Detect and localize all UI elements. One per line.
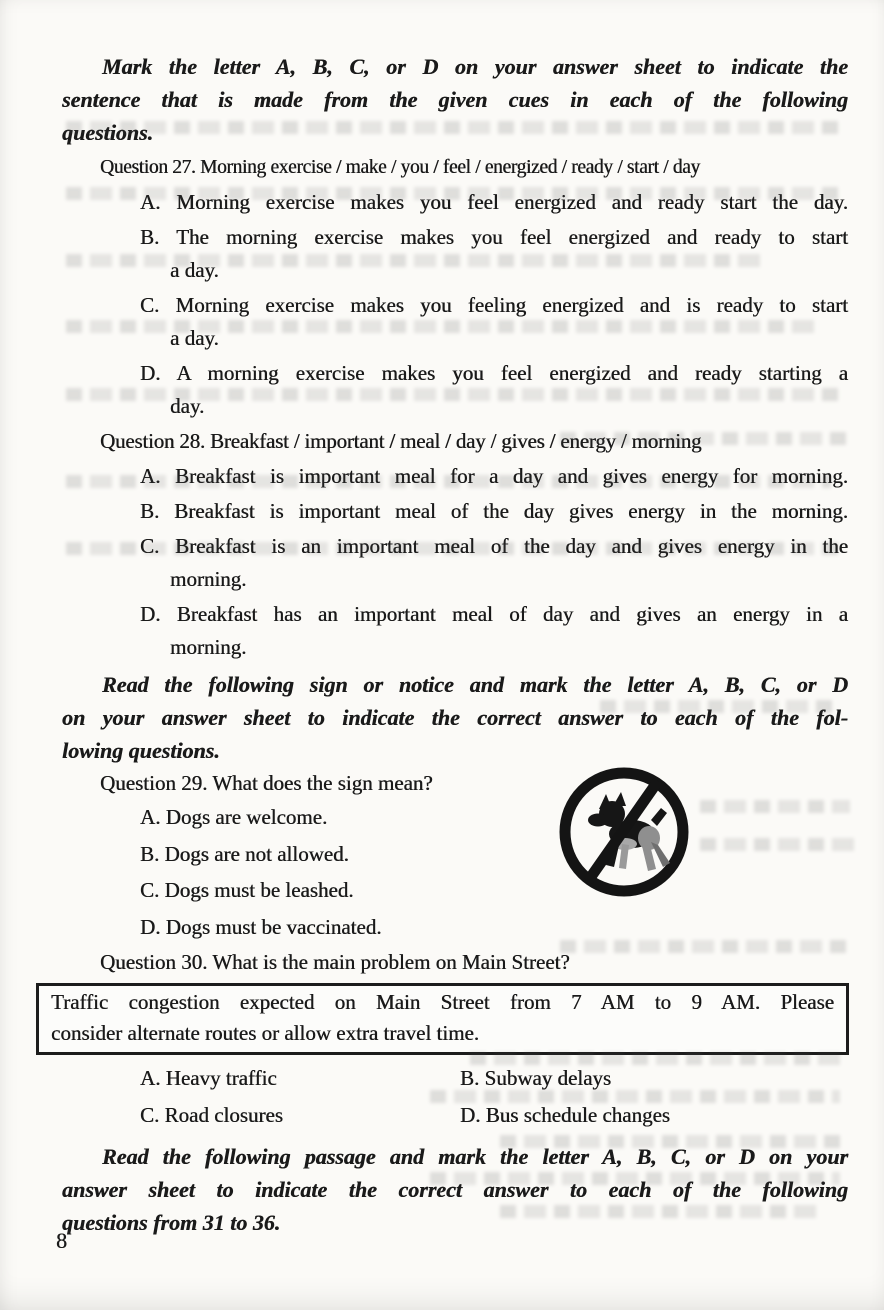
option-text: Breakfast is an important meal of the day and gives energy in the — [175, 534, 848, 558]
question-label: Question 27. — [100, 157, 196, 178]
option-continuation: morning. — [170, 567, 247, 591]
option-line — [140, 357, 848, 390]
option-line — [140, 598, 848, 631]
answer-option — [140, 800, 848, 835]
answer-option — [140, 1098, 460, 1132]
option-text: Dogs must be leashed. — [164, 878, 354, 902]
option-letter: B. — [140, 225, 160, 249]
answer-option — [140, 530, 848, 596]
question-27-options — [62, 186, 848, 423]
question-29-options — [62, 800, 848, 944]
answer-option — [140, 460, 848, 493]
option-line — [140, 186, 848, 219]
option-letter: A. — [140, 805, 161, 829]
option-letter: D. — [460, 1103, 481, 1127]
option-text: Morning exercise makes you feel energized and ready start the day. — [176, 190, 849, 214]
question-text: What does the sign mean? — [212, 771, 433, 795]
question-cue: Breakfast / important / meal / day / gives / energy / morning — [210, 429, 702, 453]
instruction-line: questions. — [62, 120, 154, 145]
option-continuation: morning. — [170, 635, 247, 659]
instruction-line: Read the following passage and mark the letter A, B, C, or D on your — [102, 1144, 848, 1169]
instruction-block-3 — [62, 1140, 848, 1239]
answer-option — [460, 1098, 670, 1132]
option-line — [140, 221, 848, 254]
answer-option — [140, 221, 848, 287]
option-text: Breakfast is important meal of the day gives energy in the morning. — [174, 499, 848, 523]
option-letter: C. — [140, 878, 160, 902]
option-letter: D. — [140, 361, 161, 385]
instruction-line: lowing questions. — [62, 738, 220, 763]
option-letter: A. — [140, 464, 161, 488]
option-letter: D. — [140, 602, 161, 626]
option-text: Dogs are not allowed. — [164, 841, 349, 866]
option-continuation: a day. — [170, 258, 219, 282]
no-dogs-sign-icon — [556, 764, 692, 900]
answer-option — [140, 1061, 460, 1095]
instruction-line: sentence that is made from the given cues in each of the following — [62, 87, 848, 112]
instruction-line: Read the following sign or notice and mark the letter A, B, C, or D — [102, 672, 848, 697]
question-label: Question 30. — [100, 950, 208, 974]
question-30 — [51, 946, 848, 1132]
instruction-block-1 — [62, 50, 848, 149]
notice-line: consider alternate routes or allow extra travel time. — [51, 1021, 479, 1045]
option-letter: A. — [140, 190, 161, 214]
question-30-options-row-2 — [140, 1098, 848, 1132]
answer-option — [140, 289, 848, 355]
option-text: Subway delays — [484, 1066, 612, 1090]
option-text: A morning exercise makes you feel energized and ready starting a — [176, 361, 848, 385]
option-letter: C. — [140, 1103, 160, 1127]
option-letter: D. — [140, 914, 161, 939]
instruction-line: Mark the letter A, B, C, or D on your answer sheet to indicate the — [102, 54, 848, 79]
option-text: Dogs must be vaccinated. — [165, 914, 382, 939]
answer-option — [140, 357, 848, 423]
question-text: What is the main problem on Main Street? — [212, 950, 570, 974]
option-line — [140, 495, 848, 528]
option-text: Dogs are welcome. — [165, 805, 328, 829]
question-label: Question 29. — [100, 771, 208, 795]
question-28 — [62, 425, 848, 664]
question-30-line — [100, 946, 848, 979]
question-28-options — [62, 460, 848, 664]
answer-option — [140, 873, 848, 908]
option-continuation: day. — [170, 394, 205, 418]
question-28-cue-line — [100, 425, 848, 458]
instruction-block-2 — [62, 668, 848, 767]
option-text: Heavy traffic — [165, 1066, 277, 1090]
notice-box — [36, 983, 849, 1055]
option-letter: A. — [140, 1066, 161, 1090]
page-number: 8 — [56, 1228, 67, 1253]
option-text: The morning exercise makes you feel energized and ready to start — [176, 225, 848, 249]
instruction-line: questions from 31 to 36. — [62, 1210, 281, 1235]
answer-option — [140, 495, 848, 528]
notice-line: Traffic congestion expected on Main Street from 7 AM to 9 AM. Please — [51, 990, 834, 1014]
answer-option — [460, 1061, 611, 1095]
answer-option — [140, 186, 848, 219]
option-letter: B. — [140, 841, 160, 866]
option-line — [140, 289, 848, 322]
question-29 — [62, 767, 848, 944]
option-line — [140, 530, 848, 563]
option-line — [140, 460, 848, 493]
question-29-line — [100, 767, 848, 800]
option-letter: B. — [460, 1066, 480, 1090]
option-text: Breakfast is important meal for a day and gives energy for morning. — [174, 464, 849, 488]
option-text: Bus schedule changes — [485, 1103, 670, 1127]
instruction-line: answer sheet to indicate the correct answer to each of the following — [62, 1177, 848, 1202]
question-27-cue-line — [100, 151, 848, 184]
option-continuation: a day. — [170, 326, 219, 350]
option-text: Breakfast has an important meal of day and gives an energy in a — [176, 602, 849, 626]
answer-option — [140, 910, 848, 945]
option-letter: B. — [140, 499, 160, 523]
question-27 — [62, 151, 848, 423]
question-label: Question 28. — [100, 429, 205, 453]
option-text: Morning exercise makes you feeling energized and is ready to start — [175, 293, 849, 317]
option-text: Road closures — [164, 1103, 283, 1127]
option-letter: C. — [140, 534, 160, 558]
option-letter: C. — [140, 293, 160, 317]
question-30-options-row-1 — [140, 1061, 848, 1095]
instruction-line: on your answer sheet to indicate the correct answer to each of the fol- — [62, 705, 848, 730]
answer-option — [140, 837, 848, 872]
answer-option — [140, 598, 848, 664]
question-cue: Morning exercise / make / you / feel / energized / ready / start / day — [200, 157, 700, 178]
